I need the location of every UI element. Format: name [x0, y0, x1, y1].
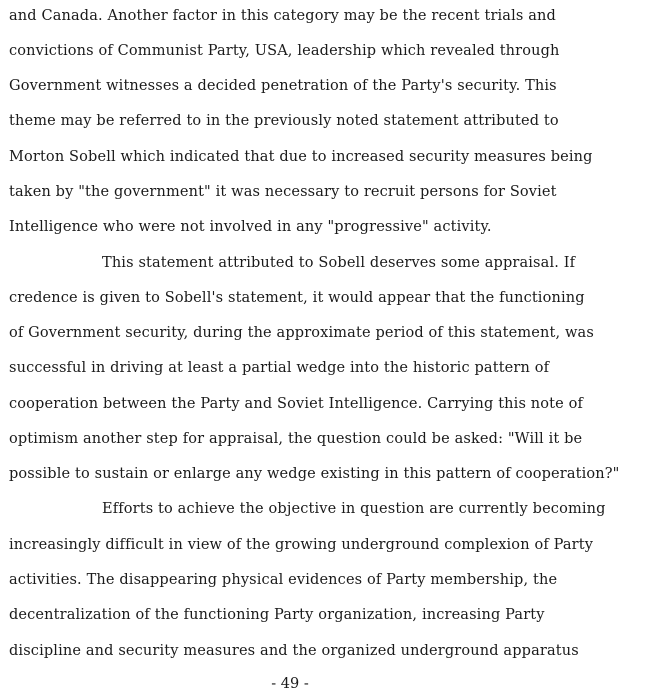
text-line: cooperation between the Party and Soviet Intelligence. Carrying this note of: [9, 396, 584, 412]
text-line: Morton Sobell which indicated that due to increased security measures being: [9, 149, 593, 165]
paragraph-start-line: This statement attributed to Sobell deserves some appraisal. If: [102, 255, 576, 271]
text-line: discipline and security measures and the organized underground apparatus: [9, 643, 579, 659]
text-line: increasingly difficult in view of the growing underground complexion of Party: [9, 537, 594, 553]
text-line: and Canada. Another factor in this category may be the recent trials and: [9, 8, 556, 24]
text-line: of Government security, during the approximate period of this statement, was: [9, 325, 594, 341]
text-line: possible to sustain or enlarge any wedge existing in this pattern of cooperation?": [9, 466, 620, 482]
text-line: convictions of Communist Party, USA, leadership which revealed through: [9, 43, 560, 59]
text-line: theme may be referred to in the previously noted statement attributed to: [9, 113, 559, 129]
paragraph-start-line: Efforts to achieve the objective in question are currently becoming: [102, 501, 606, 517]
text-line: successful in driving at least a partial wedge into the historic pattern of: [9, 360, 550, 376]
text-line: Government witnesses a decided penetration of the Party's security. This: [9, 78, 557, 94]
text-line: credence is given to Sobell's statement, it would appear that the functioning: [9, 290, 585, 306]
text-line: Intelligence who were not involved in any "progressive" activity.: [9, 219, 492, 235]
text-line: taken by "the government" it was necessary to recruit persons for Soviet: [9, 184, 557, 200]
text-line: activities. The disappearing physical evidences of Party membership, the: [9, 572, 558, 588]
text-line: decentralization of the functioning Party organization, increasing Party: [9, 607, 545, 623]
page-number: - 49 -: [271, 676, 309, 692]
text-line: optimism another step for appraisal, the question could be asked: "Will it be: [9, 431, 583, 447]
